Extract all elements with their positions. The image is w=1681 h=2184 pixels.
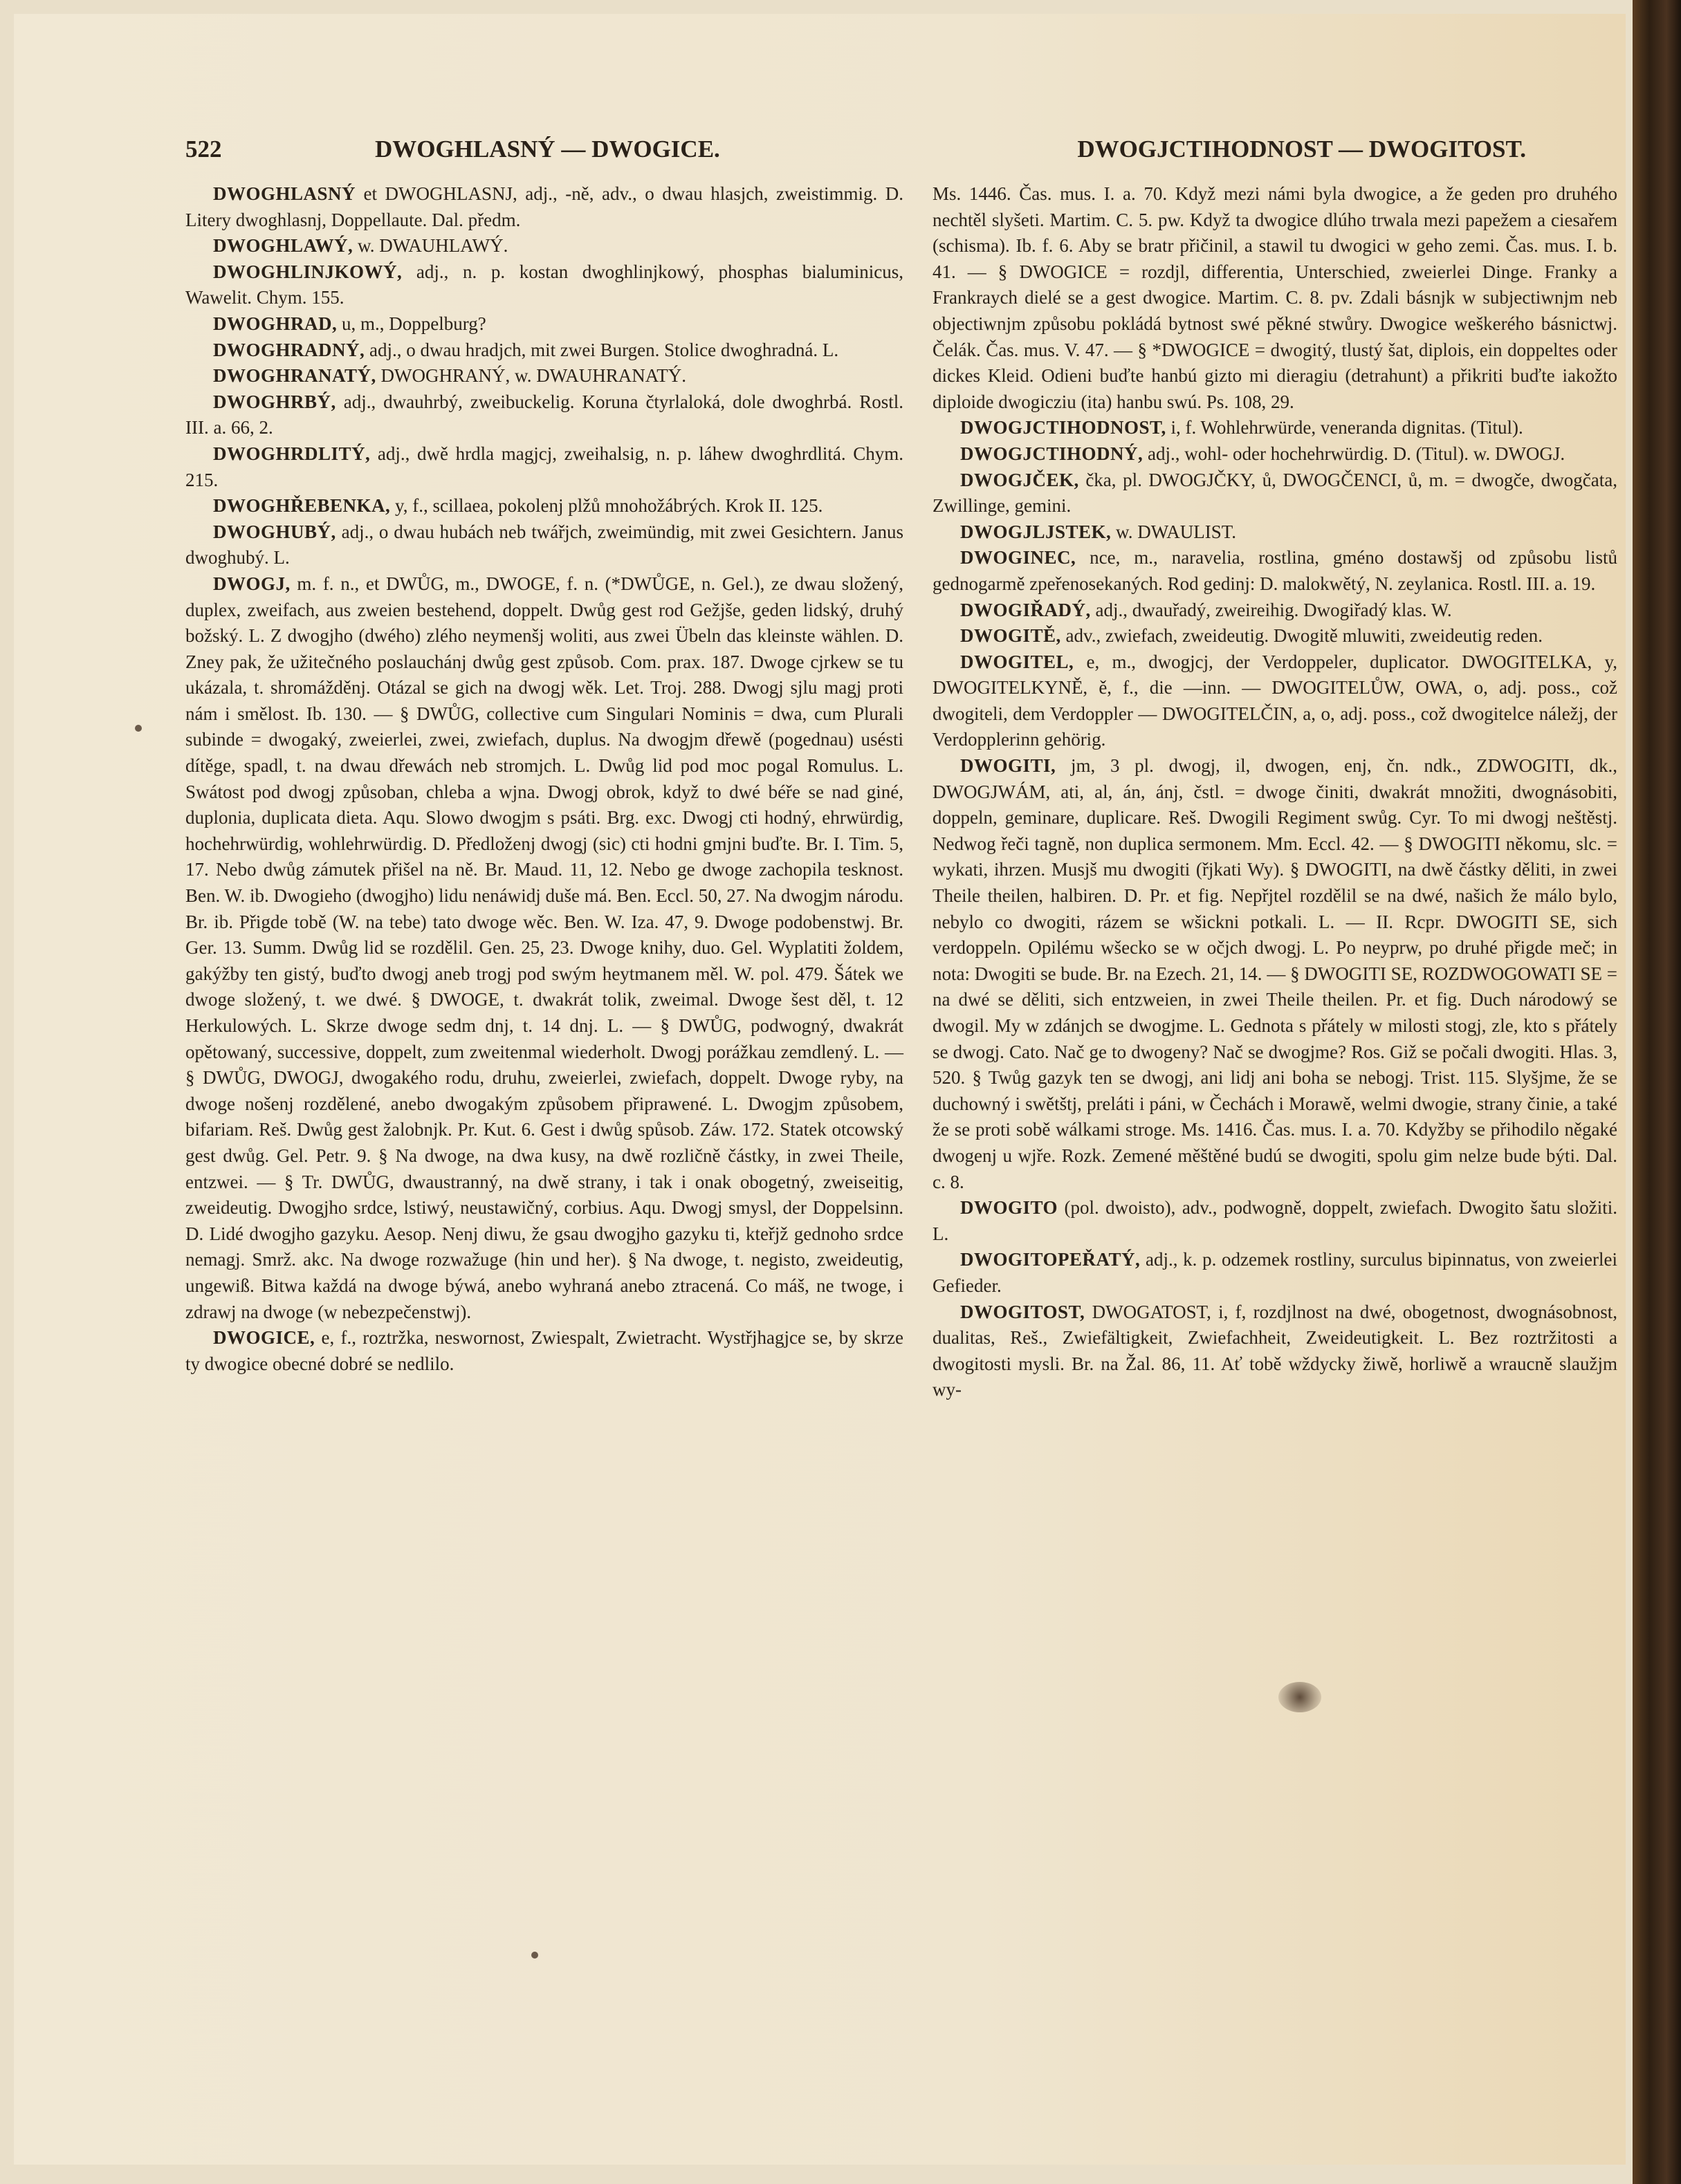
entry-headword: DWOGINEC, [960, 547, 1076, 568]
entry-text: adj., k. p. odzemek rostliny, surculus bipinnatus, von zweierlei Gefieder. [933, 1249, 1618, 1296]
dictionary-entry [933, 468, 1617, 519]
left-running-title: DWOGHLASNÝ — DWOGICE. [375, 136, 720, 163]
dictionary-entry [933, 545, 1617, 597]
dictionary-entry [185, 519, 903, 571]
dictionary-entry [933, 1299, 1617, 1403]
right-column [933, 181, 1617, 1403]
book-binding-edge [1633, 0, 1681, 2184]
dictionary-entry [185, 259, 903, 311]
entry-text: e, f., roztržka, neswornost, Zwiespalt, Zwietracht. Wystřjhagjce se, by skrze ty dwogice obecné dobré se nedlilo. [185, 1327, 903, 1374]
dictionary-entry [933, 753, 1617, 1195]
entry-text: adv., zwiefach, zweideutig. Dwogitě mluwiti, zweideutig reden. [1065, 625, 1543, 647]
page-number: 522 [185, 136, 222, 163]
dictionary-entry [185, 1325, 903, 1377]
entry-headword: DWOGHRBÝ, [213, 391, 336, 412]
right-running-title: DWOGJCTIHODNOST — DWOGITOST. [1077, 136, 1526, 163]
entry-headword: DWOGITĚ, [960, 625, 1061, 647]
entry-text: m. f. n., et DWŮG, m., DWOGE, f. n. (*DWŮGE, n. Gel.), ze dwau složený, duplex, zweifach, aus zweien bestehend, doppelt. Dwůg gest rod Gežjše, geden lidský, druhý božský. L. Z dwogjho (dwého) zlého neymenšj woliti, aus zwei Übeln das kleinste wählen. D. Zney pak, že užitečného poslauchánj dwůg gest způsob. Com. prax. 187. Dwoge cjrkew se tu ukázala, t. shromážděnj. Otázal se gich na dwogj wěk. Let. Troj. 288. Dwogj sjlu magj proti nám i smělost. Ib. 130. — § DWŮG, collective cum Singulari Nominis = dwa, cum Plurali subinde = dwogaký, zweierlei, zwei, zwiefach, duplus. Na dwogjm dřewě (pogednau) usésti dítěge, spadl, t. na dwau dřewách neb stromjch. L. Dwůg lid pod moc pogal Romulus. L. Swátost pod dwogj způsoban, chleba a wjna. Dwogj obrok, když to dwé béře se nad giné, duplonia, duplicata dieta. Aqu. Slowo dwogjm s psáti. Brg. exc. Dwogj cti hodný, ehrwürdig, hochehrwürdig, wohlehrwürdig. D. Předloženj dwogj (sic) cti hodni gmjni buďte. Br. I. Tim. 5, 17. Nebo dwůg zámutek přišel na ně. Br. Maud. 11, 12. Nebo ge dwoge zachopila tesknost. Ben. W. ib. Dwogieho (dwogjho) lidu nenáwidj duše má. Ben. Eccl. 50, 27. Na dwogjm národu. Br. ib. Přigde tobě (W. na tebe) tato dwoge wěc. Ben. W. Iza. 47, 9. Dwoge podobenstwj. Br. Ger. 13. Summ. Dwůg lid se rozdělil. Gen. 25, 23. Dwoge knihy, duo. Gel. Wyplatiti žoldem, gakýžby ten gistý, buďto dwogj aneb trogj pod swým heytmanem měl. W. pol. 479. Šátek we dwoge složený, t. we dwé. § DWOGE, t. dwakrát tolik, zweimal. Dwoge šest děl, t. 12 Herkulowých. L. Skrze dwoge sedm dnj, t. 14 dnj. L. — § DWŮG, podwogný, dwakrát opětowaný, successive, doppelt, zum zweitenmal wiederholt. Dwogj porážkau zemdlený. L. — § DWŮG, DWOGJ, dwogakého rodu, druhu, zweierlei, zwiefach, doppelt. Dwoge ryby, na dwoge nošenj rozdělené, anebo dwogakým způsobem připrawené. L. Dwogjm způsobem, bifariam. Reš. Dwůg gest žalobnjk. Pr. Kut. 6. Gest i dwůg spůsob. Záw. 172. Statek otcowský gest dwůg. Gel. Petr. 9. § Na dwoge, na dwa kusy, na dwě rozličně částky, in zwei Theile, entzwei. — § Tr. DWŮG, dwaustranný, na dwě strany, i tak i onak obogetný, zweiseitig, zweideutig. Dwogjho srdce, lstiwý, neustawičný, corbius. Aqu. Dwogj smysl, der Doppelsinn. D. Lidé dwogjho gazyku. Aesop. Nenj diwu, že gsau dwogjho gazyku ti, kteřjž gednoho srdce nemagj. Smrž. akc. Na dwoge rozwažuge (hin und her). § Na dwoge, t. negisto, zweideutig, ungewiß. Bitwa každá na dwoge býwá, anebo wyhraná anebo ztracená. Co máš, ne twoge, i zdrawj na dwoge (w nebezpečenstwj). [185, 573, 904, 1322]
entry-headword: DWOGHLAWÝ, [213, 235, 353, 257]
dictionary-entry [185, 571, 903, 1325]
entry-text: jm, 3 pl. dwogj, il, dwogen, enj, čn. ndk., ZDWOGITI, dk., DWOGJWÁM, ati, al, án, ánj, čstl. = dwoge činiti, dwakrát množiti, dwognásobiti, doppeln, geminare, duplicare. Reš. Dwogili Regiment swůg. Cyr. To mi dwogj neštěstj. Nedwog řeči tagně, non duplica sermonem. Mm. Eccl. 42. — § DWOGITI někomu, slc. = wykati, ihrzen. Musjš mu dwogiti (řjkati Wy). § DWOGITI, na dwě částky děliti, in zwei Theile theilen, halbiren. D. Pr. et fig. Nepřjtel rozdělil se na dwé, našich že málo bylo, nebylo co dwogiti, rázem se wšickni potkali. L. — II. Rcpr. DWOGITI SE, sich verdoppeln. Opilému wšecko se w očjch dwogj. L. Po neyprw, po druhé přigde meč; in nota: Dwogiti se bude. Br. na Ezech. 21, 14. — § DWOGITI SE, ROZDWOGOWATI SE = na dwé se děliti, sich entzweien, in zwei Theile theilen. Pr. et fig. Duch národowý se dwogil. My w zdánjch se dwogjme. L. Gednota s přátely w milosti stogj, zle, kto s přátely se dwogj. Cato. Nač ge to dwogeny? Nač se dwogjme? Ros. Giž se počali dwogiti. Hlas. 3, 520. § Twůg gazyk ten se dwogj, ani lidj ani boha se nebogj. Trist. 115. Slyšjme, že se duchowný i swětštj, preláti i páni, w Čechách i Morawě, welmi dwogie, strany činie, a také že se proti sobě wálkami stroge. Ms. 1416. Čas. mus. I. a. 70. Kdyžby se přihodilo něgaké dwogenj u wjře. Rozk. Zemené měštěné budú se dwogiti, spolu gim nelze bude býti. Dal. c. 8. [933, 755, 1618, 1192]
entry-headword: DWOGJCTIHODNOST, [960, 417, 1166, 438]
entry-text: adj., o dwau hubách neb twářjch, zweimündig, mit zwei Gesichtern. Janus dwoghubý. L. [185, 521, 903, 568]
running-head [185, 136, 1526, 170]
dictionary-entry [185, 311, 903, 337]
entry-headword: DWOGJLJSTEK, [960, 521, 1112, 542]
entry-text: w. DWAUHLAWÝ. [358, 235, 508, 257]
entry-headword: DWOGHUBÝ, [213, 521, 336, 542]
entry-text: DWOGATOST, i, f, rozdjlnost na dwé, obogetnost, dwognásobnost, dualitas, Reš., Zwiefältigkeit, Zwiefachheit, Zweideutigkeit. L. Bez roztržitosti a dwogitosti mysli. Br. na Žal. 86, 11. Ať tobě wždycky žiwě, horliwě a wraucně slaužjm wy- [933, 1301, 1617, 1400]
entry-text: adj., n. p. kostan dwoghlinjkowý, phosphas bialuminicus, Wawelit. Chym. 155. [185, 261, 903, 308]
entry-headword: DWOGHRAD, [213, 313, 338, 334]
entry-headword: DWOGJ, [213, 573, 291, 594]
dictionary-entry [933, 1247, 1617, 1299]
dictionary-entry [185, 441, 903, 493]
entry-text: adj., wohl- oder hochehrwürdig. D. (Titul). w. DWOGJ. [1148, 443, 1565, 464]
entry-headword: DWOGJCTIHODNÝ, [960, 443, 1143, 464]
dictionary-entry [185, 233, 903, 259]
dictionary-entry [933, 598, 1617, 624]
dictionary-entry [185, 337, 903, 364]
entry-headword: DWOGHRANATÝ, [213, 365, 376, 387]
ink-stain [1278, 1682, 1321, 1712]
entry-headword: DWOGITOPEŘATÝ, [960, 1249, 1141, 1270]
entry-headword: DWOGITI, [960, 755, 1056, 777]
entry-headword: DWOGHRDLITÝ, [213, 443, 371, 464]
dictionary-entry [933, 623, 1617, 649]
entry-headword: DWOGJČEK, [960, 469, 1079, 490]
entry-text: i, f. Wohlehrwürde, veneranda dignitas. (Titul). [1170, 417, 1523, 438]
entry-headword: DWOGHLINJKOWÝ, [213, 261, 403, 282]
entry-text: (pol. dwoisto), adv., podwogně, doppelt, zwiefach. Dwogito šatu složiti. L. [933, 1197, 1618, 1244]
entry-text: nce, m., naravelia, rostlina, gméno dostawšj od způsobu listů gednogarmě zpeřenosekaných. Rod gedinj: D. malokwětý, N. zeylanica. Rostl. III. a. 19. [933, 547, 1618, 594]
left-column [185, 181, 903, 1377]
entry-headword: DWOGHLASNÝ [213, 183, 356, 204]
entry-text: u, m., Doppelburg? [342, 313, 486, 334]
entry-headword: DWOGICE, [213, 1327, 315, 1349]
dictionary-entry [185, 389, 903, 441]
entry-text: e, m., dwogjcj, der Verdoppeler, duplicator. DWOGITELKA, y, DWOGITELKYNĚ, ě, f., die —inn. — DWOGITELŮW, OWA, o, adj. poss., což dwogiteli, dem Verdoppler — DWOGITELČIN, a, o, adj. poss., což dwogitelce náležj, der Verdopplerinn gehörig. [933, 651, 1618, 750]
dictionary-entry [933, 649, 1617, 753]
dictionary-entry [185, 181, 903, 233]
entry-headword: DWOGITEL, [960, 651, 1074, 672]
dictionary-entry [933, 415, 1617, 441]
entry-text: adj., dwauhrbý, zweibuckelig. Koruna čtyrlaloká, dole dwoghrbá. Rostl. III. a. 66, 2. [185, 391, 904, 438]
entry-headword: DWOGHŘEBENKA, [213, 495, 391, 517]
dictionary-entry [185, 493, 903, 519]
entry-text: čka, pl. DWOGJČKY, ů, DWOGČENCI, ů, m. = dwogče, dwogčata, Zwillinge, gemini. [933, 469, 1618, 517]
entry-text: et DWOGHLASNJ, adj., -ně, adv., o dwau hlasjch, zweistimmig. D. Litery dwoghlasnj, Doppellaute. Dal. předm. [185, 183, 904, 230]
entry-headword: DWOGHRADNÝ, [213, 339, 365, 360]
dictionary-entry [933, 441, 1617, 468]
entry-text: Ms. 1446. Čas. mus. I. a. 70. Když mezi námi byla dwogice, a že geden pro druhého nechtěl slyšeti. Martim. C. 5. pw. Když ta dwogice dlúho trwala mezi papežem a ciesařem (schisma). Ib. f. 6. Aby se bratr přičinil, a stawil tu dwogici w geho zemi. Čas. mus. I. b. 41. — § DWOGICE = rozdjl, differentia, Unterschied, zweierlei Dinge. Franky a Frankraych dielé se a gest dwogice. Martim. C. 8. pv. Zdali básnjk w subjectiwnjm neb objectiwnjm způsobu pokládá bytnost swé pěkné stwůry. Dwogice weškerého básnictwj. Čelák. Čas. mus. V. 47. — § *DWOGICE = dwogitý, tlustý šat, diplois, ein doppeltes oder dickes Kleid. Odieni buďte hanbú gizto mi dieragiu (detrahunt) a přikriti buďte iakožto diploide dwogicziu (ita) hanbu swú. Ps. 108, 29. [933, 183, 1617, 412]
entry-text: y, f., scillaea, pokolenj plžů mnohožábrých. Krok II. 125. [395, 495, 823, 517]
entry-headword: DWOGITO [960, 1197, 1058, 1219]
entry-headword: DWOGITOST, [960, 1301, 1085, 1322]
entry-text: adj., dwě hrdla magjcj, zweihalsig, n. p. láhew dwoghrdlitá. Chym. 215. [185, 443, 903, 490]
dictionary-entry [933, 519, 1617, 546]
dictionary-entry [185, 363, 903, 389]
speck [531, 1952, 538, 1959]
dictionary-entry [933, 181, 1617, 415]
dictionary-entry [933, 1195, 1617, 1247]
entry-text: w. DWAULIST. [1116, 521, 1237, 542]
entry-text: adj., o dwau hradjch, mit zwei Burgen. Stolice dwoghradná. L. [369, 339, 839, 360]
entry-text: DWOGHRANÝ, w. DWAUHRANATÝ. [380, 365, 686, 387]
entry-text: adj., dwauřadý, zweireihig. Dwogiřadý klas. W. [1095, 599, 1452, 620]
entry-headword: DWOGIŘADÝ, [960, 599, 1091, 620]
speck [135, 725, 142, 732]
